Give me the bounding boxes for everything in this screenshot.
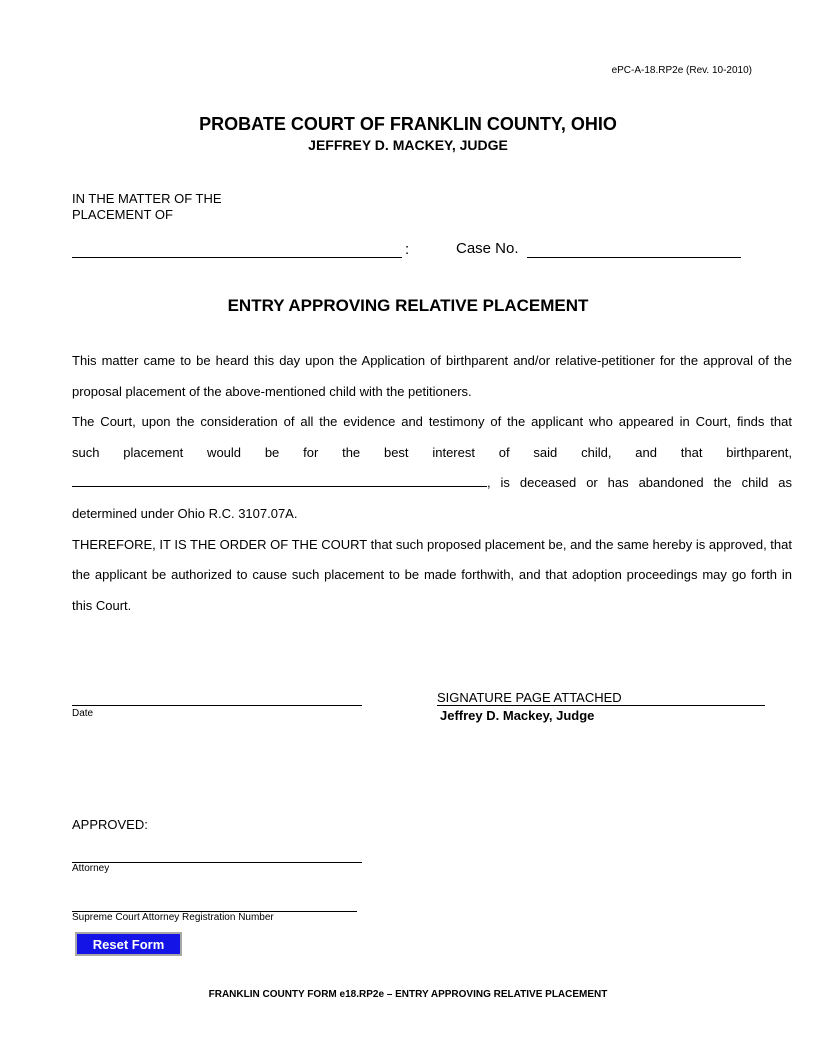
entry-title: ENTRY APPROVING RELATIVE PLACEMENT (227, 296, 589, 315)
body-paragraph-2-line-3 (72, 468, 792, 499)
caption-colon: : (405, 241, 410, 258)
body-paragraph-2-line-4: determined under Ohio R.C. 3107.07A. (72, 505, 298, 521)
child-name-field[interactable] (72, 243, 402, 258)
registration-number-label: Supreme Court Attorney Registration Number (72, 912, 274, 923)
date-label: Date (72, 708, 94, 719)
case-number-field[interactable] (527, 243, 741, 258)
approved-label: APPROVED: (72, 817, 148, 832)
case-number-label: Case No. (456, 240, 519, 257)
form-footer: FRANKLIN COUNTY FORM e18.RP2e – ENTRY APPROVING RELATIVE PLACEMENT (208, 989, 608, 1000)
body-paragraph-2-tail: , is deceased or has abandoned the child as (487, 475, 792, 491)
registration-number-field[interactable] (72, 898, 357, 912)
date-field[interactable] (72, 691, 362, 706)
matter-caption (72, 191, 222, 223)
body-paragraph-1: This matter came to be heard this day upon the Application of birthparent and/or relative-petitioner for the approval of the proposal placement of the above-mentioned child with the petitioners. (72, 353, 792, 399)
form-id: ePC-A-18.RP2e (Rev. 10-2010) (611, 65, 752, 76)
matter-line-1: IN THE MATTER OF THE (72, 191, 222, 206)
attorney-signature-field[interactable] (72, 848, 362, 863)
attorney-label: Attorney (72, 863, 110, 874)
matter-line-2: PLACEMENT OF (72, 207, 173, 222)
court-title: PROBATE COURT OF FRANKLIN COUNTY, OHIO (199, 114, 617, 134)
birthparent-name-field[interactable] (72, 474, 487, 487)
reset-form-button[interactable]: Reset Form (75, 932, 182, 956)
signature-attached-text: SIGNATURE PAGE ATTACHED (437, 690, 622, 705)
judge-signature-name: Jeffrey D. Mackey, Judge (440, 708, 595, 723)
body-paragraph-2-line-1: The Court, upon the consideration of all the evidence and testimony of the applicant who appeared in Court, finds that (72, 414, 792, 430)
body-paragraph-3: THEREFORE, IT IS THE ORDER OF THE COURT that such proposed placement be, and the same hereby is approved, that the applicant be authorized to cause such placement to be made forthwith, and that adoption proceedings may go forth in this Court. (72, 536, 792, 613)
judge-signature-line (437, 691, 765, 706)
entry-body (72, 346, 792, 621)
judge-title: JEFFREY D. MACKEY, JUDGE (308, 137, 508, 153)
body-paragraph-2-line-2: such placement would be for the best interest of said child, and that birthparent, (72, 444, 792, 460)
